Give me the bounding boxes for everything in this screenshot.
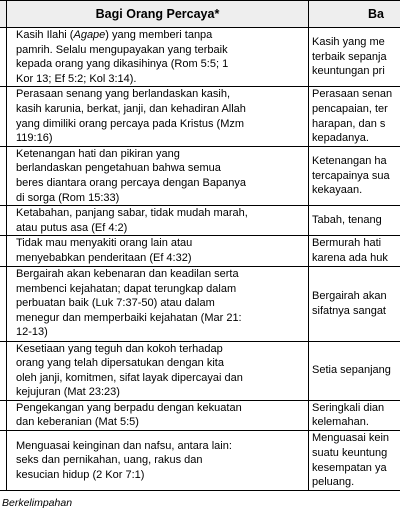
table-row [0, 206, 400, 236]
second-column-line: kelemahan. [312, 416, 369, 429]
description-line: Perasaan senang yang berlandaskan kasih, [16, 88, 231, 101]
description-line: 12-13) [16, 326, 48, 339]
description-line: di sorga (Rom 15:33) [16, 191, 120, 204]
table-body [0, 28, 400, 491]
second-column-line: kepadanya. [312, 132, 369, 145]
description-line: perbuatan baik (Luk 7:37-50) atau dalam [16, 297, 215, 310]
second-column-line: keuntungan pri [312, 65, 385, 78]
description-line: Ketenangan hati dan pikiran yang [16, 147, 180, 160]
believer-description-cell [7, 28, 309, 87]
second-column-line: Bergairah akan [312, 289, 387, 302]
second-column-line: Menguasai kein [312, 432, 390, 445]
description-line: Kor 13; Ef 5:2; Kol 3:14). [16, 72, 137, 85]
description-line: 119:16) [16, 132, 53, 145]
second-column-line: sifatnya sangat [312, 304, 386, 317]
description-line: beres diantara orang percaya dengan Bapanya [16, 176, 246, 189]
believer-description-cell [7, 266, 309, 341]
description-line: menegur dan memperbaiki kejahatan (Mar 21: [16, 311, 242, 324]
second-column-cell [309, 341, 400, 400]
table-row [0, 146, 400, 205]
description-line: oleh janji, komitmen, sifat layak dipercayai dan [16, 371, 243, 384]
second-column-cell [309, 236, 400, 266]
believer-description-cell [7, 341, 309, 400]
second-column-line: peluang. [312, 476, 355, 489]
description-line: kasih karunia, berkat, janji, dan kehadiran Allah [16, 102, 246, 115]
description-line: kepada orang yang dikasihinya (Rom 5:5; 1 [16, 58, 229, 71]
second-column-line: suatu keuntung [312, 446, 388, 459]
table-row [0, 28, 400, 87]
table-row [0, 266, 400, 341]
description-line: kesucian hidup (2 Kor 7:1) [16, 468, 145, 481]
second-column-line: Kasih yang me [312, 36, 385, 49]
description-line: pamrih. Selalu mengupayakan yang terbaik [16, 43, 228, 56]
description-line: Kasih Ilahi (Agape) yang memberi tanpa [16, 29, 213, 41]
description-line: Ketabahan, panjang sabar, tidak mudah marah, [16, 207, 248, 220]
description-line: berlandaskan pengetahuan bahwa semua [16, 162, 221, 175]
table-row [0, 341, 400, 400]
header-believers: Bagi Orang Percaya* [7, 1, 309, 28]
description-line: seks dan pernikahan, uang, rakus dan [16, 454, 203, 467]
second-column-line: kesempatan ya [312, 461, 387, 474]
believer-description-cell [7, 87, 309, 146]
header-second-column: Ba [309, 1, 400, 28]
second-column-cell [309, 206, 400, 236]
second-column-cell [309, 87, 400, 146]
description-line: yang dimiliki orang percaya pada Kristus (Mzm [16, 117, 245, 130]
table-row [0, 87, 400, 146]
description-line: Menguasai keinginan dan nafsu, antara lain: [16, 439, 232, 452]
description-line: Pengekangan yang berpadu dengan kekuatan [16, 401, 242, 414]
second-column-line: pencapaian, ter [312, 102, 388, 115]
believer-description-cell [7, 206, 309, 236]
description-line: orang yang telah dipersatukan dengan kita [16, 357, 224, 370]
believer-description-cell [7, 236, 309, 266]
second-column-line: harapan, dan s [312, 117, 386, 130]
description-line: Kesetiaan yang teguh dan kokoh terhadap [16, 342, 223, 355]
second-column-line: Setia sepanjang [312, 364, 391, 377]
second-column-line: Perasaan senan [312, 88, 393, 101]
table-header-row [0, 1, 400, 28]
second-column-line: karena ada huk [312, 251, 388, 264]
second-column-line: Ketenangan ha [312, 155, 387, 168]
believer-description-cell [7, 146, 309, 205]
footer-caption: Berkelimpahan [2, 497, 73, 509]
description-line: menyebabkan penderitaan (Ef 4:32) [16, 251, 192, 264]
description-line: atau putus asa (Ef 4:2) [16, 221, 128, 234]
second-column-line: kekayaan. [312, 184, 363, 197]
second-column-line: terbaik sepanja [312, 50, 387, 63]
second-column-line: Tabah, tenang [312, 214, 382, 227]
description-line: Tidak mau menyakiti orang lain atau [16, 237, 193, 250]
second-column-line: Bermurah hati [312, 237, 382, 250]
table-row [0, 431, 400, 491]
description-line: dan keberanian (Mat 5:5) [16, 416, 139, 429]
second-column-line: tercapainya sua [312, 169, 390, 182]
believer-description-cell [7, 431, 309, 491]
description-line: membenci kejahatan; dapat terungkap dalam [16, 282, 237, 295]
second-column-cell [309, 146, 400, 205]
table-row [0, 400, 400, 430]
second-column-line: Seringkali dian [312, 401, 385, 414]
second-column-cell [309, 431, 400, 491]
table-row [0, 236, 400, 266]
description-line: Bergairah akan kebenaran dan keadilan serta [16, 268, 239, 281]
second-column-cell [309, 28, 400, 87]
believer-description-cell [7, 400, 309, 430]
second-column-cell [309, 400, 400, 430]
description-line: kejujuran (Mat 23:23) [16, 386, 120, 399]
second-column-cell [309, 266, 400, 341]
